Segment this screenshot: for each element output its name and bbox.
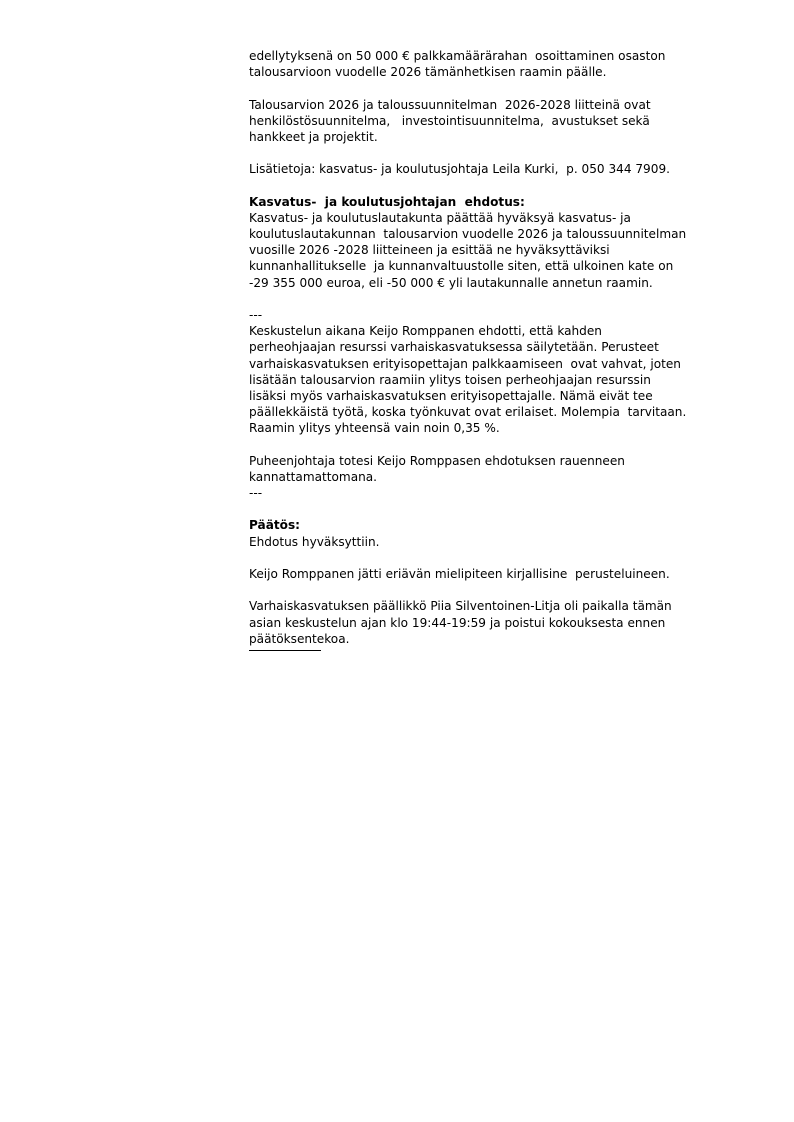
section-decision — [249, 517, 739, 549]
text-line: Lisätietoja: kasvatus- ja koulutusjohtaja Leila Kurki, p. 050 344 7909. — [249, 162, 670, 177]
text-line: edellytyksenä on 50 000 € palkkamäärärahan osoittaminen osaston — [249, 49, 666, 63]
paragraph-attachments — [249, 97, 739, 146]
text-line: henkilöstösuunnitelma, investointisuunnitelma, avustukset sekä — [249, 113, 650, 128]
text-line: kunnanhallitukselle ja kunnanvaltuustolle siten, että ulkoinen kate on — [249, 259, 674, 274]
paragraph-dissent — [249, 566, 739, 582]
text-line: Kasvatus- ja koulutuslautakunta päättää hyväksyä kasvatus- ja — [249, 210, 631, 225]
text-line: asian keskustelun ajan klo 19:44-19:59 ja poistui kokouksesta ennen — [249, 615, 666, 630]
text-line: päällekkäistä työtä, koska työnkuvat ovat erilaiset. Molempia tarvitaan. — [249, 405, 687, 420]
text-line: lisäksi myös varhaiskasvatuksen erityisopettajalle. Nämä eivät tee — [249, 388, 653, 403]
text-line: hankkeet ja projektit. — [249, 129, 378, 144]
paragraph-attendance — [249, 598, 739, 647]
document-page — [249, 48, 739, 651]
text-line: varhaiskasvatuksen erityisopettajan palkkaamiseen ovat vahvat, joten — [249, 356, 681, 371]
text-line: -29 355 000 euroa, eli -50 000 € yli lautakunnalle annetun raamin. — [249, 275, 653, 290]
text-line: kannattamattomana. — [249, 469, 378, 484]
separator-dashes: --- — [249, 308, 263, 322]
text-line: Ehdotus hyväksyttiin. — [249, 534, 380, 549]
text-line: koulutuslautakunnan talousarvion vuodelle 2026 ja taloussuunnitelman — [249, 227, 687, 242]
text-line: Keskustelun aikana Keijo Romppanen ehdotti, että kahden — [249, 324, 602, 339]
section-heading-decision: Päätös: — [249, 518, 300, 533]
text-line: talousarvioon vuodelle 2026 tämänhetkisen raamin päälle. — [249, 65, 607, 80]
end-rule — [249, 650, 321, 651]
text-line: lisätään talousarvion raamiin ylitys toisen perheohjaajan resurssin — [249, 372, 651, 387]
text-line: Puheenjohtaja totesi Keijo Romppasen ehdotuksen rauenneen — [249, 453, 625, 468]
paragraph-discussion — [249, 307, 739, 437]
section-heading-proposal: Kasvatus- ja koulutusjohtajan ehdotus: — [249, 194, 525, 209]
text-line: Raamin ylitys yhteensä vain noin 0,35 %. — [249, 421, 500, 436]
paragraph-contact-info — [249, 161, 739, 177]
text-line: perheohjaajan resurssi varhaiskasvatuksessa säilytetään. Perusteet — [249, 340, 659, 355]
text-line: Talousarvion 2026 ja taloussuunnitelman 2026-2028 liitteinä ovat — [249, 97, 651, 112]
text-line: päätöksentekoa. — [249, 631, 350, 646]
paragraph-chair-statement — [249, 453, 739, 502]
text-line: Keijo Romppanen jätti eriävän mielipiteen kirjallisine perusteluineen. — [249, 567, 670, 581]
separator-dashes: --- — [249, 486, 263, 501]
paragraph-budget-condition — [249, 48, 739, 80]
section-proposal — [249, 194, 739, 291]
text-line: Varhaiskasvatuksen päällikkö Piia Silventoinen-Litja oli paikalla tämän — [249, 599, 672, 614]
text-line: vuosille 2026 -2028 liitteineen ja esittää ne hyväksyttäviksi — [249, 243, 610, 258]
